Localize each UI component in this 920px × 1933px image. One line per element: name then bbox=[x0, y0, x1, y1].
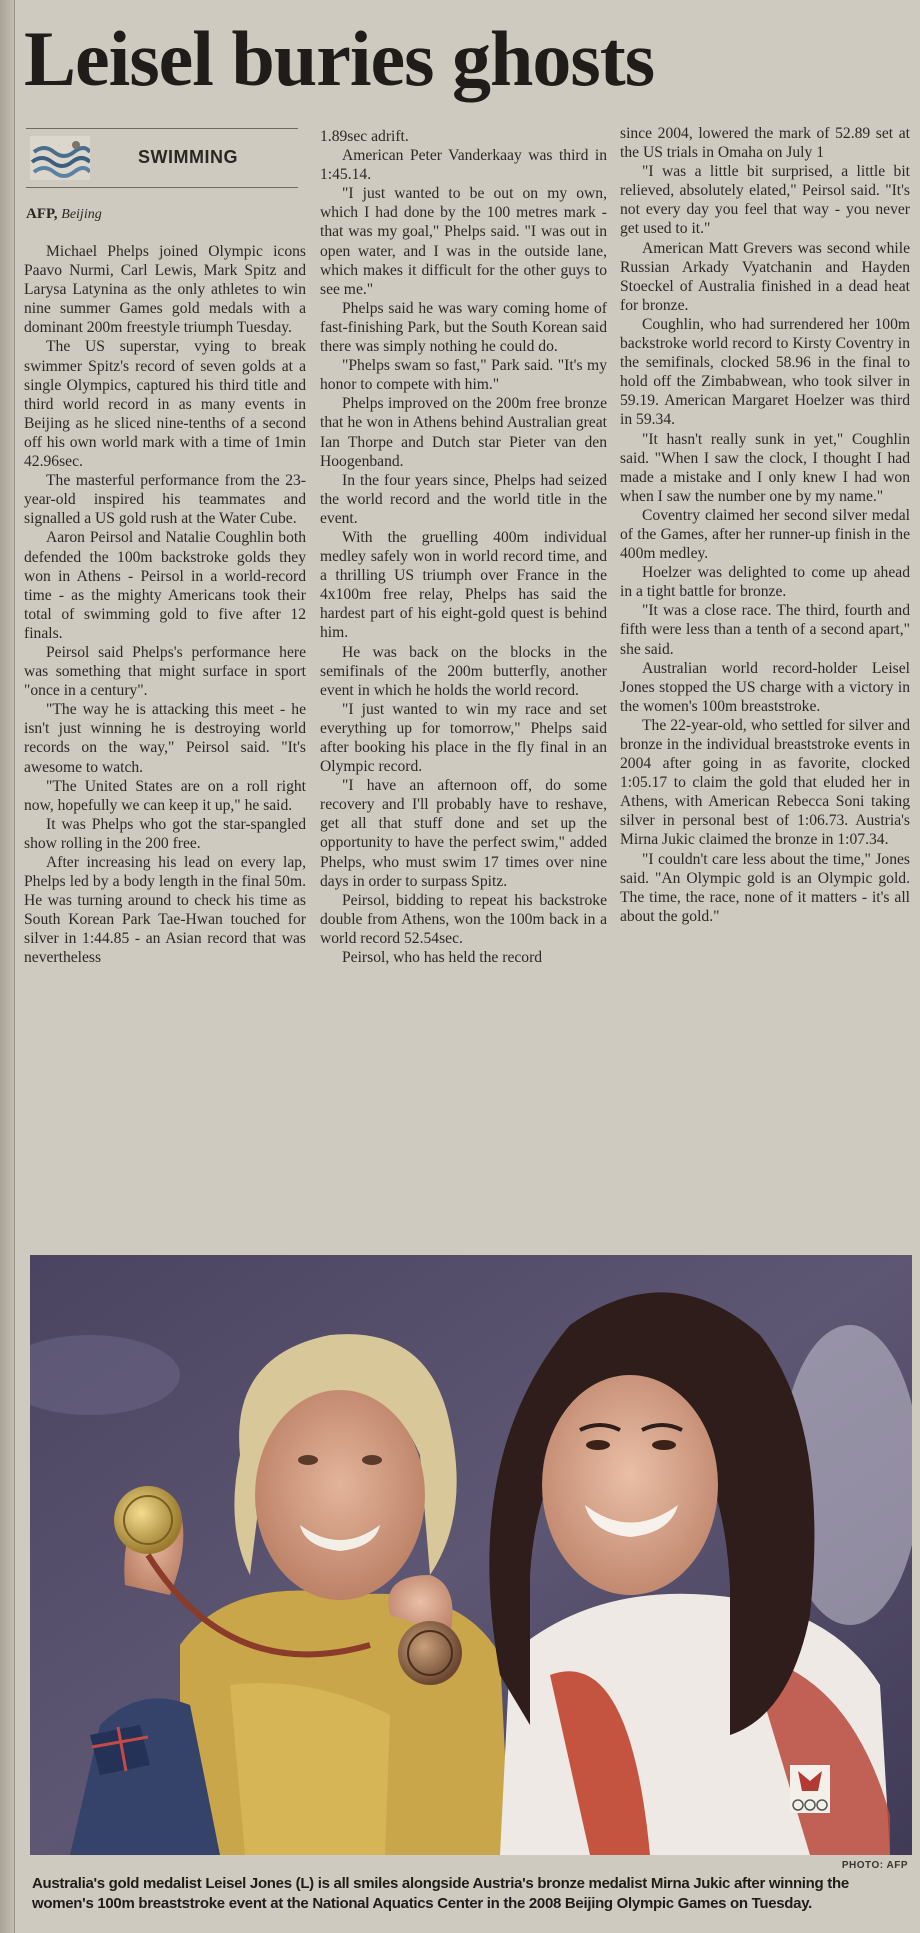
article-column-1 bbox=[24, 242, 306, 968]
headline: Leisel buries ghosts bbox=[24, 15, 655, 102]
article-paragraph: "The United States are on a roll right now, hopefully we can keep it up," he said. bbox=[24, 777, 306, 814]
byline bbox=[26, 206, 102, 223]
article-paragraph: "The way he is attacking this meet - he isn't just winning he is destroying world records on the way," Peirsol said. "It's awesome to watch. bbox=[24, 701, 306, 776]
page-fold-edge bbox=[0, 0, 15, 1933]
photo-credit: PHOTO: AFP bbox=[841, 1860, 908, 1871]
article-paragraph: Peirsol, bidding to repeat his backstroke double from Athens, won the 100m back in a world record 52.54sec. bbox=[320, 891, 607, 947]
continuation-paragraph: 1.89sec adrift. bbox=[320, 128, 409, 145]
swimming-waves-icon bbox=[30, 136, 90, 180]
article-paragraph: "It was a close race. The third, fourth and fifth were less than a tenth of a second apart," she said. bbox=[620, 602, 910, 658]
article-paragraph: With the gruelling 400m individual medley safely won in world record time, and a thrilling US triumph over France in the 4x100m free relay, Phelps has said the hardest part of his eight-gold quest is behind him. bbox=[320, 528, 607, 642]
article-paragraph: In the four years since, Phelps had seized the world record and the world title in the event. bbox=[320, 471, 607, 527]
article-column-3 bbox=[620, 124, 910, 926]
article-column-2 bbox=[320, 127, 607, 967]
section-label: SWIMMING bbox=[138, 147, 238, 167]
article-paragraph: "Phelps swam so fast," Park said. "It's my honor to compete with him." bbox=[320, 357, 607, 394]
photo-illustration bbox=[30, 1255, 912, 1855]
article-paragraph: Australian world record-holder Leisel Jones stopped the US charge with a victory in the women's 100m breaststroke. bbox=[620, 659, 910, 715]
article-paragraph: "I just wanted to be out on my own, which I had done by the 100 metres mark - that was my goal," Phelps said. "I was out in open water, and I was in the outside lane, which makes it difficult for the other guys to see me." bbox=[320, 185, 607, 298]
article-paragraph: Michael Phelps joined Olympic icons Paavo Nurmi, Carl Lewis, Mark Spitz and Larysa Latynina as the only athletes to win nine summer Games gold medals with a dominant 200m freestyle triumph Tuesday. bbox=[24, 243, 306, 337]
article-paragraph: Phelps said he was wary coming home of fast-finishing Park, but the South Korean said there was simply nothing he could do. bbox=[320, 299, 607, 356]
article-paragraph: "I was a little bit surprised, a little bit relieved, absolutely elated," Peirsol said. "It's not every day you feel that way - you never get used to it." bbox=[620, 163, 910, 238]
article-paragraph: American Matt Grevers was second while Russian Arkady Vyatchanin and Hayden Stoeckel of Australia finished in a dead heat for bronze. bbox=[620, 239, 910, 314]
article-paragraph: Aaron Peirsol and Natalie Coughlin both defended the 100m backstroke golds they won in Athens - Peirsol in a world-record time - as the mighty Americans took their total of swimming gold to five after 12 finals. bbox=[24, 529, 306, 642]
continuation-paragraph: since 2004, lowered the mark of 52.89 set at the US trials in Omaha on July 1 bbox=[620, 125, 910, 162]
article-paragraph: The 22-year-old, who settled for silver and bronze in the individual breaststroke events in 2004 after going in as favorite, clocked 1:05.17 to claim the gold that eluded her in Athens, with American Rebecca Soni taking silver in personal best of 1:06.73. Austria's Mirna Jukic claimed the bronze in 1:07.34. bbox=[620, 716, 910, 849]
article-paragraph: Peirsol said Phelps's performance here was something that might surface in sport "once in a century". bbox=[24, 643, 306, 700]
article-paragraph: Phelps improved on the 200m free bronze that he won in Athens behind Australian great Ian Thorpe and Dutch star Pieter van den Hoogenband. bbox=[320, 395, 607, 470]
article-paragraph: "I just wanted to win my race and set everything up for tomorrow," Phelps said after booking his place in the fly final in an Olympic record. bbox=[320, 700, 607, 776]
article-paragraph: Coughlin, who had surrendered her 100m backstroke world record to Kirsty Coventry in the semifinals, clocked 58.96 in the final to hold off the Zimbabwean, who took silver in 59.19. American Margaret Hoelzer was third in 59.34. bbox=[620, 315, 910, 429]
article-paragraph: He was back on the blocks in the semifinals of the 200m butterfly, another event in which he holds the world record. bbox=[320, 643, 607, 699]
section-kicker bbox=[26, 128, 298, 188]
news-photo bbox=[30, 1255, 912, 1855]
caption-line-1: Australia's gold medalist Leisel Jones (L) is all smiles alongside Austria's bronze medalist Mirna Jukic after winning the bbox=[32, 1875, 849, 1892]
article-paragraph: Peirsol, who has held the record bbox=[342, 949, 543, 967]
article-paragraph: American Peter Vanderkaay was third in 1:45.14. bbox=[320, 147, 607, 184]
article-paragraph: "It hasn't really sunk in yet," Coughlin said. "When I saw the clock, I thought I had made a mistake and I only knew I had won when I saw the number one by my name." bbox=[620, 430, 910, 505]
article-paragraph: "I couldn't care less about the time," Jones said. "An Olympic gold is an Olympic gold. The time, the race, none of it matters - it's all about the gold." bbox=[620, 850, 910, 925]
article-paragraph: Hoelzer was delighted to come up ahead in a tight battle for bronze. bbox=[620, 564, 910, 601]
caption-line-2: women's 100m breaststroke event at the National Aquatics Center in the 2008 Beijing Olympic Games on Tuesday. bbox=[32, 1895, 813, 1912]
article-paragraph: The masterful performance from the 23-year-old inspired his teammates and signalled a US gold rush at the Water Cube. bbox=[24, 472, 306, 528]
byline-place: Beijing bbox=[61, 207, 102, 222]
byline-agency: AFP, bbox=[26, 206, 58, 222]
article-paragraph: It was Phelps who got the star-spangled show rolling in the 200 free. bbox=[24, 815, 306, 852]
article-paragraph: The US superstar, vying to break swimmer Spitz's record of seven golds at a single Olympics, captured his third title and third world record in as many events in Beijing as he sliced nine-tenths of a second off his own world mark with a time of 1min 42.96sec. bbox=[24, 338, 306, 471]
article-paragraph: After increasing his lead on every lap, Phelps led by a body length in the final 50m. He was turning around to check his time as South Korean Park Tae-Hwan touched for silver in 1:44.85 - an Asian record that was nevertheless bbox=[24, 854, 306, 967]
article-paragraph: Coventry claimed her second silver medal of the Games, after her runner-up finish in the 400m medley. bbox=[620, 506, 910, 563]
photo-caption bbox=[32, 1874, 912, 1914]
article-paragraph: "I have an afternoon off, do some recovery and I'll probably have to reshave, get all that stuff done and set up the opportunity to have the perfect swim," added Phelps, who must swim 17 times over nine days in order to surpass Spitz. bbox=[320, 777, 607, 890]
